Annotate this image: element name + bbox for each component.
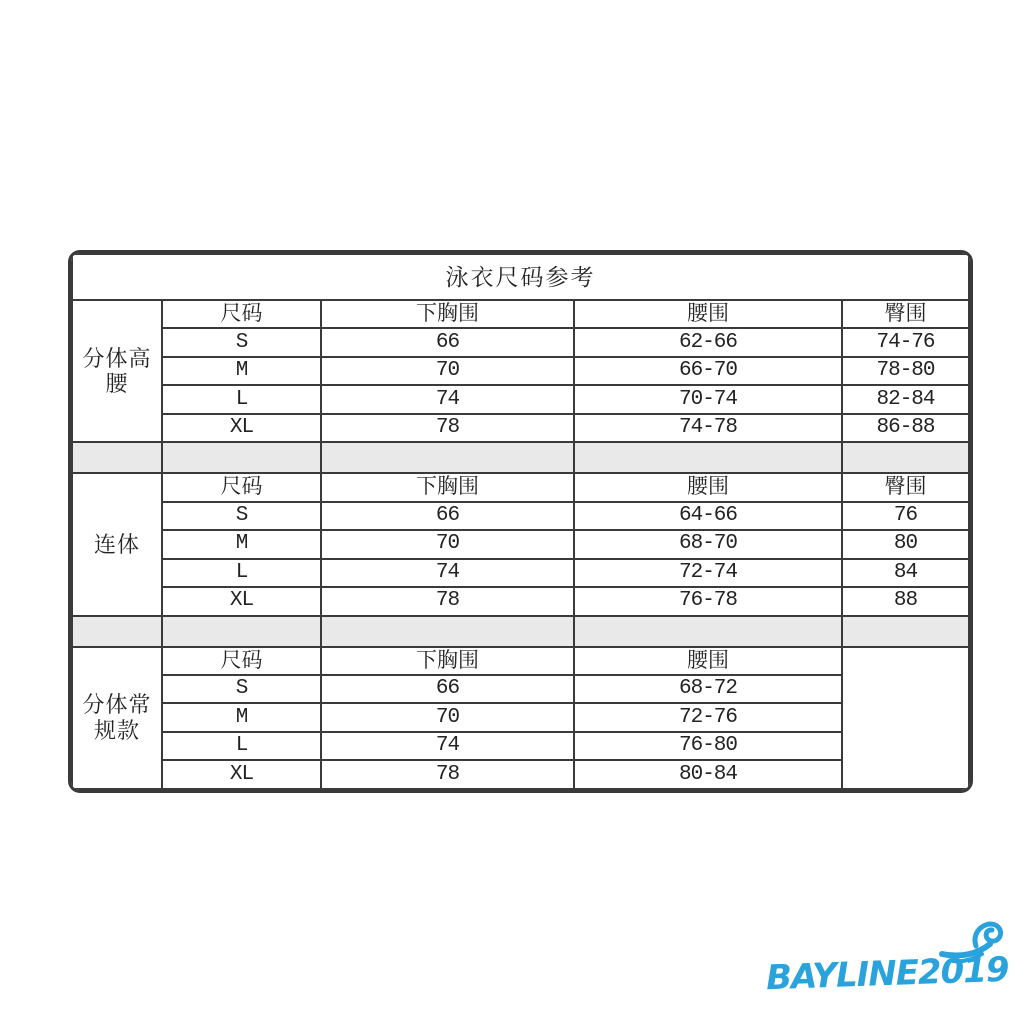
separator-band: [72, 442, 969, 473]
underbust-cell: 66: [321, 328, 574, 356]
size-cell: XL: [162, 414, 321, 442]
col-header-size: 尺码: [162, 473, 321, 501]
size-cell: S: [162, 502, 321, 530]
table-row: [72, 559, 969, 587]
table-row: [72, 760, 969, 789]
table-row: [72, 502, 969, 530]
size-cell: S: [162, 675, 321, 703]
wave-swirl-icon: [920, 916, 1006, 968]
waist-cell: 74-78: [574, 414, 842, 442]
underbust-cell: 66: [321, 675, 574, 703]
hip-cell: 80: [842, 530, 969, 558]
underbust-cell: 78: [321, 587, 574, 615]
hip-cell: 84: [842, 559, 969, 587]
waist-cell: 62-66: [574, 328, 842, 356]
col-header-waist: 腰围: [574, 300, 842, 328]
hip-cell: 82-84: [842, 385, 969, 413]
size-table: [71, 253, 970, 790]
waist-cell: 76-80: [574, 732, 842, 760]
waist-cell: 72-74: [574, 559, 842, 587]
table-row: [72, 328, 969, 356]
hip-cell: 78-80: [842, 357, 969, 385]
size-cell: M: [162, 703, 321, 731]
section-label-split-high-waist: 分体高腰: [72, 300, 162, 442]
size-cell: S: [162, 328, 321, 356]
watermark: [758, 938, 1024, 1018]
col-header-underbust: 下胸围: [321, 300, 574, 328]
table-row: [72, 530, 969, 558]
col-header-size: 尺码: [162, 647, 321, 675]
waist-cell: 72-76: [574, 703, 842, 731]
underbust-cell: 66: [321, 502, 574, 530]
waist-cell: 68-72: [574, 675, 842, 703]
col-header-underbust: 下胸围: [321, 473, 574, 501]
separator-band: [72, 616, 969, 647]
size-cell: XL: [162, 760, 321, 789]
underbust-cell: 70: [321, 530, 574, 558]
table-title: 泳衣尺码参考: [72, 254, 969, 300]
underbust-cell: 78: [321, 760, 574, 789]
underbust-cell: 74: [321, 385, 574, 413]
col-header-waist: 腰围: [574, 473, 842, 501]
hip-cell: 76: [842, 502, 969, 530]
empty-hip-cell: [842, 647, 969, 789]
table-row: [72, 385, 969, 413]
underbust-cell: 70: [321, 357, 574, 385]
col-header-waist: 腰围: [574, 647, 842, 675]
waist-cell: 80-84: [574, 760, 842, 789]
size-cell: L: [162, 559, 321, 587]
waist-cell: 64-66: [574, 502, 842, 530]
underbust-cell: 70: [321, 703, 574, 731]
size-cell: XL: [162, 587, 321, 615]
size-cell: L: [162, 732, 321, 760]
watermark-text: BAYLINE2019: [765, 949, 1010, 999]
col-header-hip: 臀围: [842, 300, 969, 328]
waist-cell: 76-78: [574, 587, 842, 615]
size-reference-table: [68, 250, 973, 793]
waist-cell: 68-70: [574, 530, 842, 558]
table-row: [72, 703, 969, 731]
waist-cell: 66-70: [574, 357, 842, 385]
table-row: [72, 675, 969, 703]
underbust-cell: 74: [321, 559, 574, 587]
underbust-cell: 74: [321, 732, 574, 760]
size-cell: M: [162, 530, 321, 558]
hip-cell: 86-88: [842, 414, 969, 442]
hip-cell: 74-76: [842, 328, 969, 356]
waist-cell: 70-74: [574, 385, 842, 413]
table-row: [72, 414, 969, 442]
section-label-one-piece: 连体: [72, 473, 162, 615]
table-row: [72, 357, 969, 385]
section-label-split-regular: 分体常规款: [72, 647, 162, 789]
table-row: [72, 732, 969, 760]
col-header-underbust: 下胸围: [321, 647, 574, 675]
col-header-hip: 臀围: [842, 473, 969, 501]
hip-cell: 88: [842, 587, 969, 615]
underbust-cell: 78: [321, 414, 574, 442]
size-cell: M: [162, 357, 321, 385]
size-cell: L: [162, 385, 321, 413]
col-header-size: 尺码: [162, 300, 321, 328]
table-row: [72, 587, 969, 615]
